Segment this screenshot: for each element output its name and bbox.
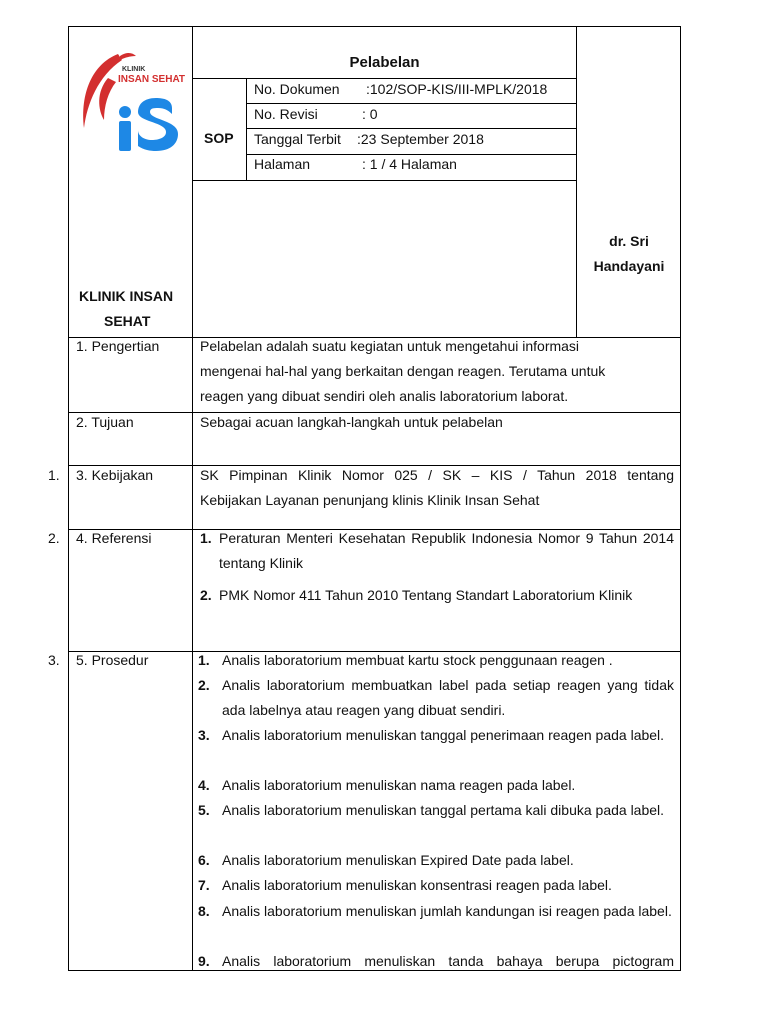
section-label-pengertian: 1. Pengertian bbox=[76, 338, 160, 354]
list-item-text: Analis laboratorium menuliskan konsentrasi reagen pada label. bbox=[222, 877, 612, 893]
signer-name-line2: Handayani bbox=[593, 258, 665, 274]
pengertian-line: Pelabelan adalah suatu kegiatan untuk mengetahui informasi bbox=[200, 338, 580, 354]
table-outer-right bbox=[680, 26, 681, 971]
table-outer-left bbox=[68, 26, 69, 971]
list-item-text: Peraturan Menteri Kesehatan Republik Indonesia Nomor 9 Tahun 2014 tentang Klinik bbox=[219, 530, 674, 571]
meta-label-page: Halaman bbox=[254, 156, 311, 172]
meta-value-page: : 1 / 4 Halaman bbox=[362, 156, 457, 172]
list-item bbox=[200, 526, 674, 576]
list-item-number: 5. bbox=[198, 802, 210, 818]
list-item-number: 1. bbox=[200, 530, 212, 546]
list-item bbox=[198, 673, 674, 723]
table-outer-top bbox=[68, 26, 681, 27]
document-title: Pelabelan bbox=[349, 54, 420, 71]
section-label-referensi: 4. Referensi bbox=[76, 530, 152, 546]
kebijakan-line2: Kebijakan Layanan penunjang klinis Klinik Insan Sehat bbox=[200, 492, 540, 508]
margin-number: 3. bbox=[48, 652, 60, 668]
column-divider bbox=[192, 26, 193, 971]
meta-value-issue-date: :23 September 2018 bbox=[357, 131, 484, 147]
list-item bbox=[200, 583, 674, 608]
logo-swoosh-icon bbox=[78, 46, 186, 156]
pengertian-line: reagen yang dibuat sendiri oleh analis laboratorium laborat. bbox=[200, 388, 569, 404]
sop-label: SOP bbox=[204, 130, 234, 146]
list-item bbox=[198, 949, 674, 971]
meta-label-revision: No. Revisi bbox=[254, 106, 318, 122]
margin-number: 1. bbox=[48, 467, 60, 483]
meta-value-document-number: :102/SOP-KIS/III-MPLK/2018 bbox=[366, 81, 548, 97]
section-label-prosedur: 5. Prosedur bbox=[76, 652, 149, 668]
signer-name-line1: dr. Sri bbox=[609, 233, 649, 249]
list-item-text: Analis laboratorium menuliskan Expired Date pada label. bbox=[222, 852, 574, 868]
list-item-number: 8. bbox=[198, 903, 210, 919]
list-item bbox=[198, 773, 674, 798]
list-item-number: 1. bbox=[198, 652, 210, 668]
pengertian-line: mengenai hal-hal yang berkaitan dengan reagen. Terutama untuk bbox=[200, 363, 606, 379]
clinic-name-line1: KLINIK INSAN bbox=[79, 288, 174, 304]
list-item-text: Analis laboratorium menuliskan jumlah kandungan isi reagen pada label. bbox=[222, 903, 672, 919]
logo-small-text: KLINIK bbox=[122, 66, 146, 73]
list-item bbox=[198, 899, 674, 924]
list-item-number: 2. bbox=[200, 587, 212, 603]
clinic-name-line2: SEHAT bbox=[104, 313, 151, 329]
list-item-number: 7. bbox=[198, 877, 210, 893]
list-item bbox=[198, 873, 674, 898]
list-item-number: 4. bbox=[198, 777, 210, 793]
meta-label-document-number: No. Dokumen bbox=[254, 81, 340, 97]
list-item-number: 2. bbox=[198, 677, 210, 693]
list-item-text: Analis laboratorium menuliskan tanda bahaya berupa pictogram bbox=[222, 953, 674, 969]
list-item bbox=[198, 798, 674, 823]
list-item-text: Analis laboratorium menuliskan tanggal pertama kali dibuka pada label. bbox=[222, 802, 665, 818]
list-item-text: Analis laboratorium membuat kartu stock penggunaan reagen . bbox=[222, 652, 613, 668]
clinic-logo bbox=[78, 46, 186, 156]
kebijakan-line1: SK Pimpinan Klinik Nomor 025 / SK – KIS / Tahun 2018 tentang bbox=[200, 467, 674, 483]
margin-number: 2. bbox=[48, 530, 60, 546]
list-item-number: 9. bbox=[198, 953, 210, 969]
section-label-tujuan: 2. Tujuan bbox=[76, 414, 134, 430]
list-item bbox=[198, 648, 674, 673]
list-item-number: 6. bbox=[198, 852, 210, 868]
logo-brand-text: INSAN SEHAT bbox=[118, 74, 186, 85]
meta-block-bottom bbox=[192, 180, 577, 181]
meta-label-issue-date: Tanggal Terbit bbox=[254, 131, 341, 147]
tujuan-text: Sebagai acuan langkah-langkah untuk pelabelan bbox=[200, 414, 503, 430]
list-item-text: PMK Nomor 411 Tahun 2010 Tentang Standart Laboratorium Klinik bbox=[219, 587, 633, 603]
section-label-kebijakan: 3. Kebijakan bbox=[76, 467, 154, 483]
kebijakan-text bbox=[200, 463, 674, 513]
list-item-text: Analis laboratorium menuliskan tanggal penerimaan reagen pada label. bbox=[222, 727, 665, 743]
list-item-text: Analis laboratorium membuatkan label pada setiap reagen yang tidak ada labelnya atau reagen yang dibuat sendiri. bbox=[222, 677, 674, 718]
sop-column-divider bbox=[246, 78, 247, 181]
list-item-number: 3. bbox=[198, 727, 210, 743]
list-item bbox=[198, 723, 674, 748]
meta-value-revision: : 0 bbox=[362, 106, 378, 122]
list-item bbox=[198, 848, 674, 873]
list-item-text: Analis laboratorium menuliskan nama reagen pada label. bbox=[222, 777, 576, 793]
